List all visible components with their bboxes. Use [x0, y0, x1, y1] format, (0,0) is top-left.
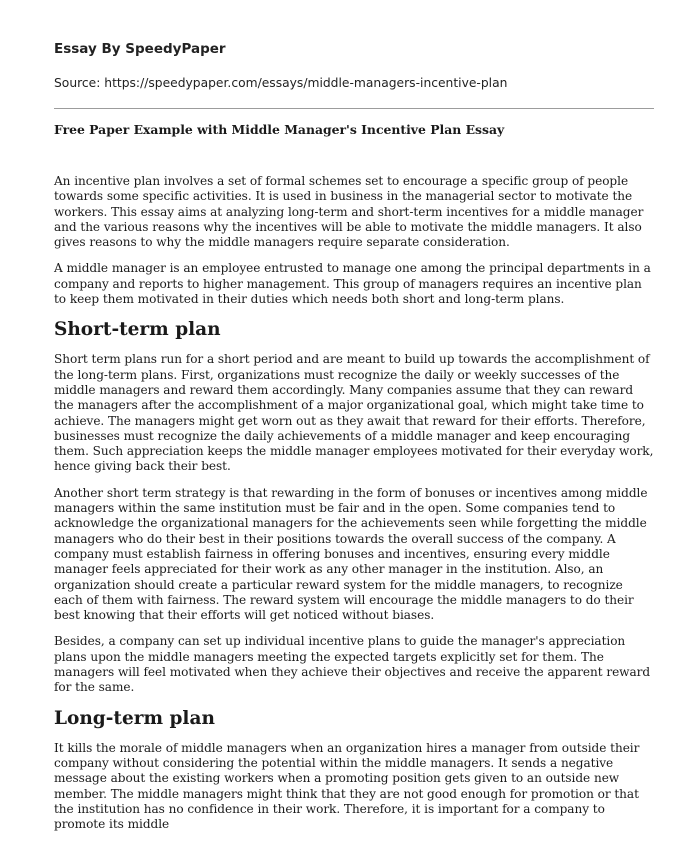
header-divider — [54, 108, 654, 109]
section-heading-short-term: Short-term plan — [54, 319, 221, 341]
body-paragraph: Besides, a company can set up individual incentive plans to guide the manager's appreciation plans upon the middle managers meeting the expected targets explicitly set for them. The managers will feel motivated when they achieve their objectives and receive the apparent reward for the same. — [54, 634, 651, 695]
intro-paragraph: An incentive plan involves a set of formal schemes set to encourage a specific group of people towards some specific activities. It is used in business in the managerial sector to motivate the workers. This essay aims at analyzing long-term and short-term incentives for a middle manager and the various reasons why the incentives will be able to motivate the middle managers. It also gives reasons to why the middle managers require separate consideration. — [54, 174, 644, 250]
section-heading-long-term: Long-term plan — [54, 707, 215, 729]
source-line: Source: https://speedypaper.com/essays/middle-managers-incentive-plan — [54, 76, 508, 90]
brand-title: Essay By SpeedyPaper — [54, 41, 226, 57]
document-page — [54, 40, 654, 843]
body-paragraph: It kills the morale of middle managers when an organization hires a manager from outside their company without considering the potential within the middle managers. It sends a negative message about the existing workers when a promoting position gets given to an outside new member. The middle managers might think that they are not good enough for promotion or that the institution has no confidence in their work. Therefore, it is important for a company to promote its middle — [54, 740, 640, 832]
document-title: Free Paper Example with Middle Manager's Incentive Plan Essay — [54, 122, 505, 137]
body-paragraph: Short term plans run for a short period and are meant to build up towards the accomplishment of the long-term plans. First, organizations must recognize the daily or weekly successes of the middle managers and reward them accordingly. Many companies assume that they can reward the managers after the accomplishment of a major organizational goal, which might take time to achieve. The managers might get worn out as they await that reward for their efforts. Therefore, businesses must recognize the daily achievements of a middle manager and keep encouraging them. Such appreciation keeps the middle manager employees motivated for their everyday work, hence giving back their best. — [54, 352, 654, 474]
intro-paragraph: A middle manager is an employee entrusted to manage one among the principal departments in a company and reports to higher management. This group of managers requires an incentive plan to keep them motivated in their duties which needs both short and long-term plans. — [54, 261, 651, 307]
body-paragraph: Another short term strategy is that rewarding in the form of bonuses or incentives among middle managers within the same institution must be fair and in the open. Some companies tend to acknowledge the organizational managers for the achievements seen while forgetting the middle managers who do their best in their positions towards the overall success of the company. A company must establish fairness in offering bonuses and incentives, ensuring every middle manager feels appreciated for their work as any other manager in the institution. Also, an organization should create a particular reward system for the middle managers, to recognize each of them with fairness. The reward system will encourage the middle managers to do their best knowing that their efforts will get noticed without biases. — [54, 485, 648, 623]
